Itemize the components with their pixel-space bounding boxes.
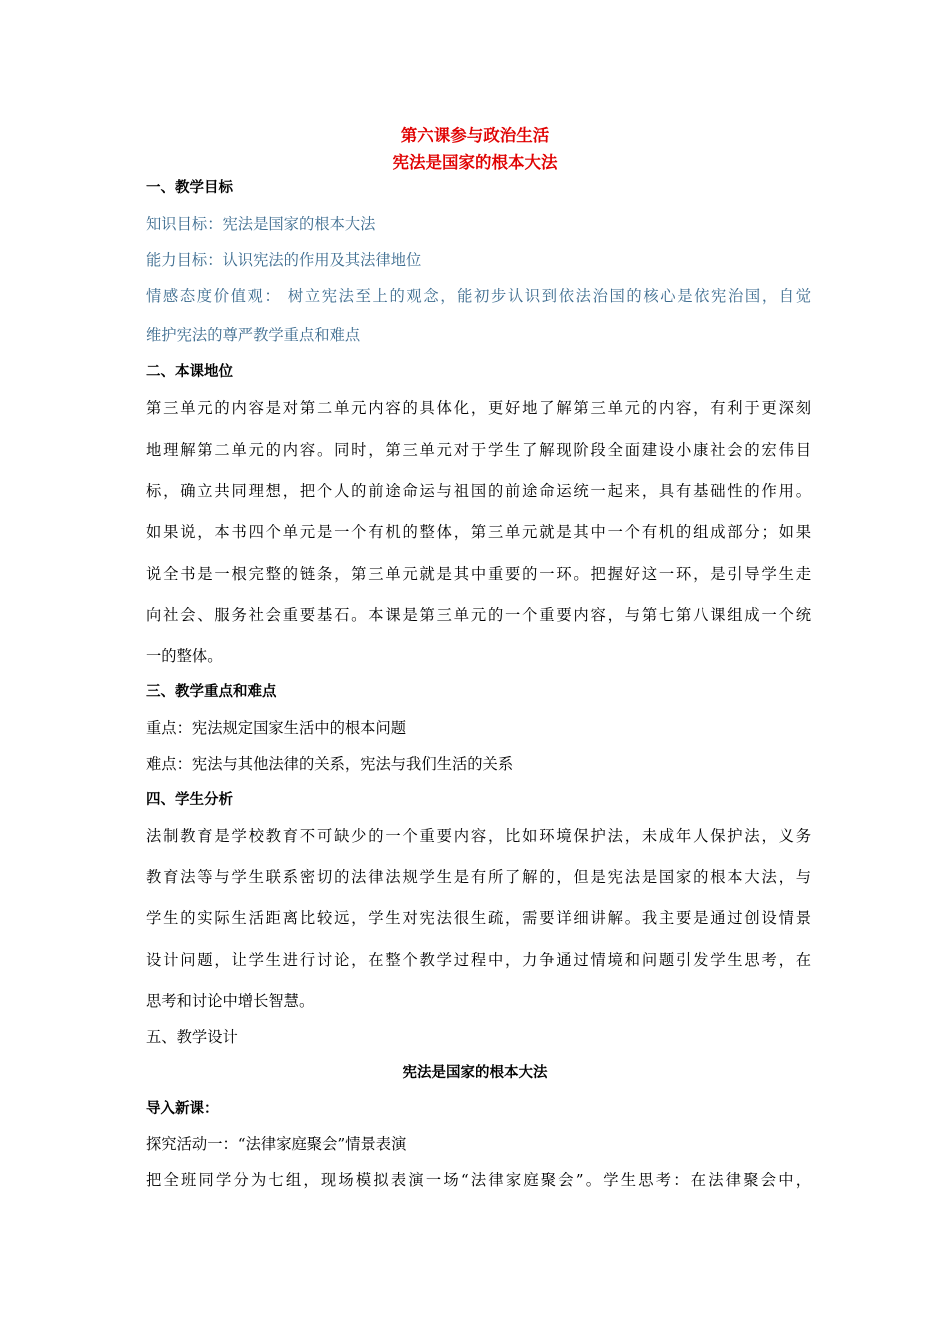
paragraph-line: 一的整体。 — [146, 647, 223, 665]
section-heading-goals: 一、教学目标 — [146, 180, 233, 196]
section-heading-students: 四、学生分析 — [146, 792, 233, 808]
difficult-point: 难点：宪法与其他法律的关系，宪法与我们生活的关系 — [146, 755, 514, 773]
paragraph-line: 如果说，本书四个单元是一个有机的整体，第三单元就是其中一个有机的组成部分；如果 — [146, 523, 811, 541]
lesson-title: 第六课参与政治生活 — [400, 126, 550, 145]
section-heading-status: 二、本课地位 — [146, 364, 233, 380]
paragraph-line: 第三单元的内容是对第二单元内容的具体化，更好地了解第三单元的内容，有利于更深刻 — [146, 399, 811, 417]
paragraph-line: 法制教育是学校教育不可缺少的一个重要内容，比如环境保护法，未成年人保护法，义务 — [146, 827, 811, 845]
paragraph-line: 设计问题，让学生进行讨论，在整个教学过程中，力争通过情境和问题引发学生思考，在 — [146, 951, 811, 969]
intro-heading: 导入新课： — [146, 1101, 219, 1117]
activity-title: 探究活动一：“法律家庭聚会”情景表演 — [146, 1135, 407, 1153]
section-heading-design: 五、教学设计 — [146, 1028, 238, 1046]
paragraph-line: 地理解第二单元的内容。同时，第三单元对于学生了解现阶段全面建设小康社会的宏伟目 — [146, 441, 811, 459]
paragraph-line: 标，确立共同理想，把个人的前途命运与祖国的前途命运统一起来，具有基础性的作用。 — [146, 482, 811, 500]
design-center-title: 宪法是国家的根本大法 — [402, 1065, 548, 1081]
paragraph-line: 说全书是一根完整的链条，第三单元就是其中重要的一环。把握好这一环，是引导学生走 — [146, 565, 811, 583]
lesson-subtitle: 宪法是国家的根本大法 — [392, 153, 558, 172]
goal-ability: 能力目标：认识宪法的作用及其法律地位 — [146, 251, 422, 269]
section-heading-focus: 三、教学重点和难点 — [146, 684, 277, 700]
goal-knowledge: 知识目标：宪法是国家的根本大法 — [146, 215, 376, 233]
goal-emotion-line-2: 维护宪法的尊严教学重点和难点 — [146, 326, 361, 344]
goal-emotion-line-1: 情感态度价值观： 树立宪法至上的观念，能初步认识到依法治国的核心是依宪治国，自觉 — [146, 287, 811, 305]
paragraph-line: 学生的实际生活距离比较远，学生对宪法很生疏，需要详细讲解。我主要是通过创设情景 — [146, 909, 811, 927]
paragraph-line: 教育法等与学生联系密切的法律法规学生是有所了解的，但是宪法是国家的根本大法，与 — [146, 868, 811, 886]
key-point: 重点：宪法规定国家生活中的根本问题 — [146, 719, 407, 737]
paragraph-line: 向社会、服务社会重要基石。本课是第三单元的一个重要内容，与第七第八课组成一个统 — [146, 606, 811, 624]
paragraph-line: 思考和讨论中增长智慧。 — [146, 992, 315, 1010]
activity-description: 把全班同学分为七组，现场模拟表演一场“法律家庭聚会”。学生思考：在法律聚会中， — [146, 1171, 811, 1189]
